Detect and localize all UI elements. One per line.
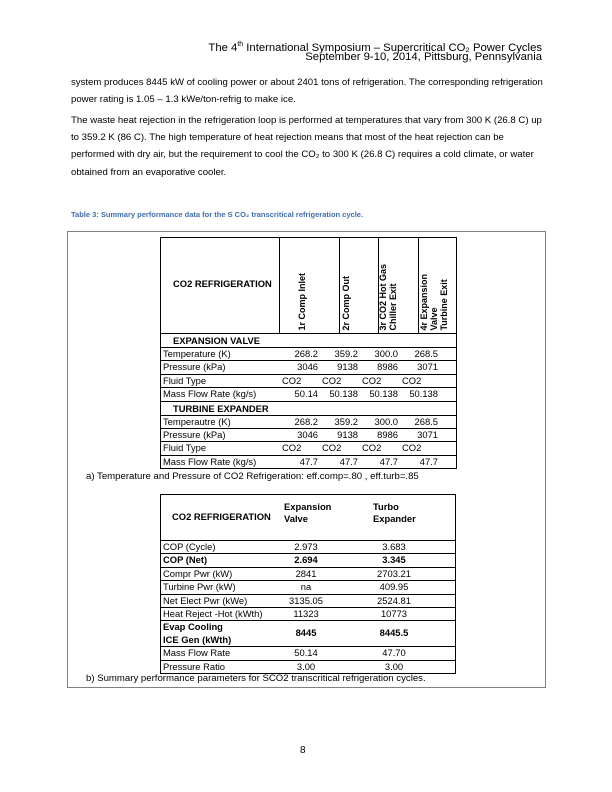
table-cell: 3071 <box>417 361 438 373</box>
running-header-date: September 9-10, 2014, Pittsburg, Pennsylvania <box>305 51 542 63</box>
row-label: Fluid Type <box>163 374 207 386</box>
table-cell: 47.70 <box>382 647 406 659</box>
table-b-header <box>160 494 456 540</box>
running-header-title: The 4th International Symposium – Supercritical CO₂ Power Cycles <box>208 41 542 54</box>
row-label: Pressure Ratio <box>163 660 226 672</box>
table-cell: CO2 <box>362 442 382 454</box>
table-cell: CO2 <box>362 374 382 386</box>
table-cell: 3.00 <box>296 660 316 672</box>
table-row <box>160 442 457 455</box>
table-row <box>160 375 457 388</box>
table-a-header <box>160 237 457 333</box>
table-cell: 3071 <box>417 428 438 440</box>
row-label: Pressure (kPa) <box>163 428 226 440</box>
row-label: Temperautre (K) <box>163 415 231 427</box>
page-number: 8 <box>300 745 306 756</box>
table-a-title: CO2 REFRIGERATION <box>173 278 272 289</box>
table-cell: CO2 <box>402 374 422 386</box>
table-cell: 47.7 <box>379 455 398 467</box>
table-cell: 50.14 <box>294 388 318 400</box>
row-label: Mass Flow Rate <box>163 647 231 659</box>
table-cell: CO2 <box>322 442 342 454</box>
table-a-caption: a) Temperature and Pressure of CO2 Refrigeration: eff.comp=.80 , eff.turb=.85 <box>86 471 419 482</box>
table-row <box>160 416 457 429</box>
row-label: COP (Net) <box>163 554 208 566</box>
table-row <box>160 608 456 621</box>
table-cell: 359.2 <box>334 348 358 359</box>
row-label: Temperature (K) <box>163 348 231 359</box>
table-caption: Table 3: Summary performance data for the S CO₂ transcritical refrigeration cycle. <box>71 210 364 219</box>
table-cell: 2.694 <box>294 554 318 566</box>
table-cell: 268.5 <box>414 348 438 359</box>
table-cell: 2524.81 <box>377 594 411 606</box>
table-cell: 268.2 <box>294 348 318 359</box>
table-cell: 409.95 <box>379 581 409 593</box>
table-cell: 8986 <box>377 428 398 440</box>
table-cell: 2841 <box>295 567 317 579</box>
table-cell: 359.2 <box>334 415 358 427</box>
table-cell: 50.138 <box>329 388 358 400</box>
table-cell: 3.683 <box>382 541 406 552</box>
body-paragraph-1: system produces 8445 kW of cooling power or about 2401 tons of refrigeration. The corresponding refrigeration power rating is 1.05 – 1.3 kWe/ton-refrig to make ice. <box>71 77 543 106</box>
table-row <box>160 581 456 594</box>
column-header: 1r Comp Inlet <box>297 273 307 331</box>
table-b-caption: b) Summary performance parameters for SCO2 transcritical refrigeration cycles. <box>86 673 426 684</box>
table-cell: CO2 <box>282 374 302 386</box>
table-section-header: EXPANSION VALVE <box>160 334 457 348</box>
table-cell: 50.138 <box>409 388 438 400</box>
column-header: Turbo Expander <box>373 501 416 524</box>
table-cell: 3135.05 <box>289 594 323 606</box>
table-cell: 3.00 <box>384 660 404 672</box>
table-cell: 50.138 <box>369 388 398 400</box>
table-cell: 300.0 <box>374 348 398 359</box>
table-cell: 10773 <box>380 607 408 619</box>
table-row <box>160 621 456 647</box>
table-cell: na <box>300 581 312 593</box>
table-row <box>160 361 457 374</box>
table-row <box>160 595 456 608</box>
table-cell: CO2 <box>282 442 302 454</box>
table-cell: 2703.21 <box>377 567 411 579</box>
row-label: Mass Flow Rate (kg/s) <box>163 455 257 467</box>
table-cell: 47.7 <box>419 455 438 467</box>
table-cell: 47.7 <box>299 455 318 467</box>
table-a <box>160 237 457 469</box>
table-cell: 8445 <box>295 627 317 639</box>
table-cell: 11323 <box>293 607 319 619</box>
table-cell: 2.973 <box>294 541 318 552</box>
table-cell: 3046 <box>297 361 318 373</box>
table-b-title: CO2 REFRIGERATION <box>172 511 271 522</box>
column-header: Expansion Valve <box>284 501 332 524</box>
table-cell: 268.2 <box>294 415 318 427</box>
table-cell: 8445.5 <box>379 627 409 639</box>
table-b <box>160 494 456 674</box>
table-row <box>160 388 457 401</box>
table-row <box>160 348 457 361</box>
table-row <box>160 568 456 581</box>
table-cell: 268.5 <box>414 415 438 427</box>
row-label: Fluid Type <box>163 442 207 454</box>
row-label: Pressure (kPa) <box>163 361 226 373</box>
table-row <box>160 541 456 554</box>
table-cell: 3046 <box>297 428 318 440</box>
table-cell: 9138 <box>337 361 358 373</box>
row-label: Compr Pwr (kW) <box>163 567 233 579</box>
table-cell: 3.345 <box>382 554 406 566</box>
row-label: Net Elect Pwr (kWe) <box>163 594 248 606</box>
table-cell: 300.0 <box>374 415 398 427</box>
body-paragraph-2: The waste heat rejection in the refrigeration loop is performed at temperatures that vary from 300 K (26.8 C) up to 359.2 K (86 C). The high temperature of heat rejection means that most of the heat rejection can be performed with dry air, but the requirement to cool the CO₂ to 300 K (26.8 C) requires a cold climate, or water obtained from an evaporative cooler. <box>71 115 542 178</box>
column-header: 3r CO2 Hot Gas Chiller Exit <box>378 264 398 331</box>
row-label: Mass Flow Rate (kg/s) <box>163 388 257 400</box>
row-label: Heat Reject -Hot (kWth) <box>163 607 263 619</box>
table-row <box>160 554 456 567</box>
row-label: Evap Cooling ICE Gen (kWth) <box>163 621 232 645</box>
table-cell: 50.14 <box>294 647 318 659</box>
table-cell: CO2 <box>402 442 422 454</box>
table-cell: CO2 <box>322 374 342 386</box>
table-row <box>160 456 457 469</box>
table-cell: 47.7 <box>339 455 358 467</box>
table-cell: 8986 <box>377 361 398 373</box>
table-cell: 9138 <box>337 428 358 440</box>
row-label: Turbine Pwr (kW) <box>163 581 236 593</box>
column-header: 4r Expansion Valve Turbine Exit <box>419 274 449 331</box>
column-header: 2r Comp Out <box>341 276 351 331</box>
table-row <box>160 429 457 442</box>
table-section-header: TURBINE EXPANDER <box>160 402 457 416</box>
row-label: COP (Cycle) <box>163 541 216 552</box>
table-row <box>160 647 456 660</box>
